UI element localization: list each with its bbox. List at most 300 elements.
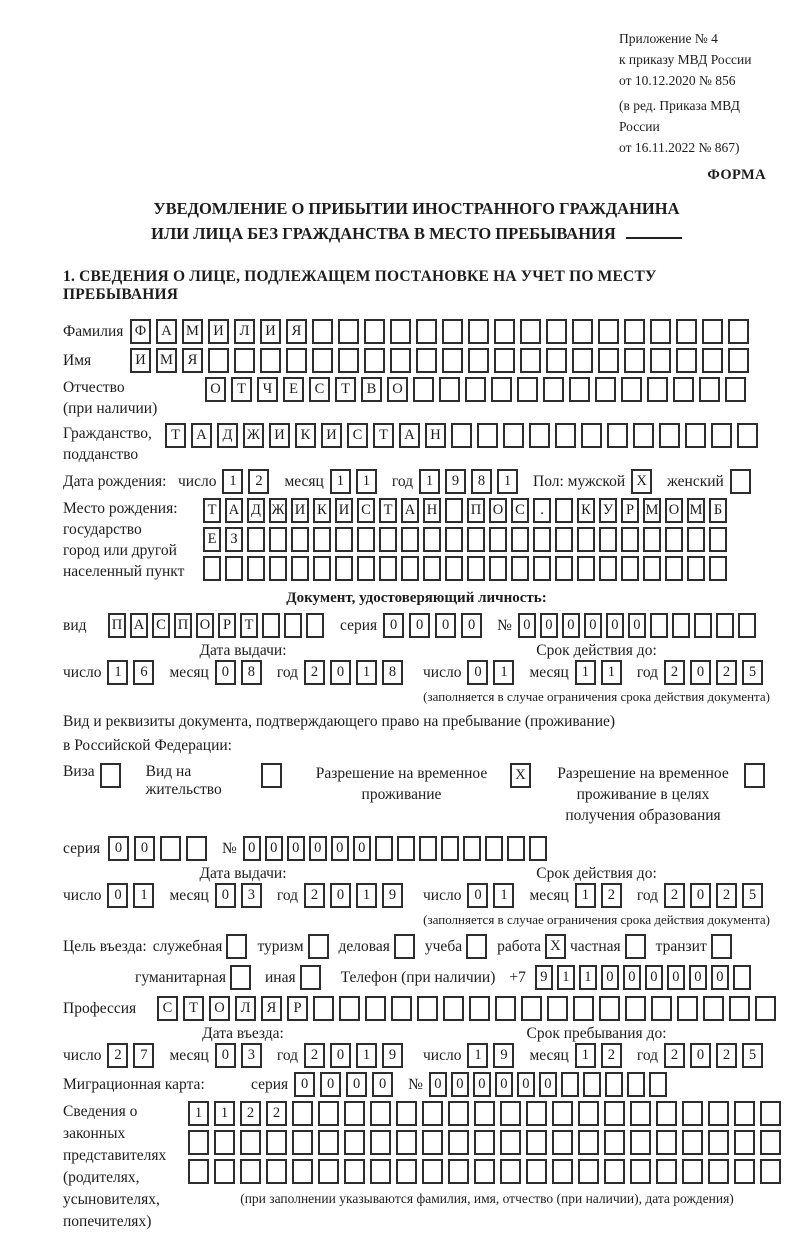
form-cell [312,319,333,344]
form-cell [685,423,706,448]
form-cell: 1 [493,660,514,685]
sex-male-checkbox: X [631,469,652,494]
birth-month-cells [330,469,382,494]
form-cell: 2 [716,660,737,685]
form-cell [357,556,375,581]
birth-year-cells [419,469,523,494]
form-cell: 1 [575,883,596,908]
doc-issue-date-label: Дата выдачи: [199,642,287,659]
form-cell [445,556,463,581]
sex-female-checkbox [730,469,751,494]
purpose-humanitarian-checkbox [230,965,251,990]
residence-permit-option [146,763,287,799]
form-cell [738,613,756,638]
form-cell [625,996,646,1021]
form-cell: Ж [243,423,264,448]
form-cell: 0 [309,836,327,861]
form-cell [711,423,732,448]
form-cell: 2 [240,1101,261,1126]
birth-date-row [63,469,770,494]
form-cell [595,377,616,402]
header-line: (в ред. Приказа МВД России [619,98,740,134]
form-cell [442,348,463,373]
day-label: число [423,1046,462,1064]
form-cell: О [665,498,683,523]
form-cell [702,348,723,373]
form-cell [665,556,683,581]
purpose-private-label: частная [570,937,621,955]
form-cell [533,527,551,552]
form-cell [494,348,515,373]
form-cell: А [225,498,243,523]
form-cell: Б [709,498,727,523]
birth-place-cells-3 [203,556,731,581]
form-cell: Т [240,613,258,638]
form-cell [630,1130,651,1155]
day-label: число [423,663,462,681]
purpose-tourism-checkbox [308,934,329,959]
form-cell [533,556,551,581]
form-cell: 0 [215,1043,236,1068]
form-cell [546,319,567,344]
form-cell: О [205,377,226,402]
form-cell: А [399,423,420,448]
form-cell [728,348,749,373]
permit-series-label: серия [63,839,101,857]
form-cell [338,319,359,344]
form-cell: Р [287,996,308,1021]
form-cell: 1 [356,660,377,685]
form-cell: П [174,613,192,638]
form-cell: 0 [383,613,404,638]
form-cell [485,836,503,861]
form-cell: 9 [445,469,466,494]
form-cell: А [156,319,177,344]
birth-day-cells [222,469,274,494]
form-cell [682,1101,703,1126]
birth-place-cells-1 [203,498,731,523]
form-cell [598,319,619,344]
form-cell [659,423,680,448]
form-cell: О [489,498,507,523]
form-cell [262,613,280,638]
form-cell [448,1159,469,1184]
form-cell: М [156,348,177,373]
purpose-official-checkbox [226,934,247,959]
doc-number-label: № [497,616,512,634]
form-cell [624,319,645,344]
migcard-number-label: № [408,1075,423,1093]
form-cell: К [577,498,595,523]
form-cell: К [295,423,316,448]
form-cell: 0 [628,613,646,638]
form-cell: 1 [601,660,622,685]
form-cell: 1 [356,469,377,494]
form-cell: 0 [690,660,711,685]
form-cell [561,1072,579,1097]
form-cell [520,348,541,373]
form-cell: 1 [493,883,514,908]
form-cell: С [511,498,529,523]
migration-card-label: Миграционная карта: [63,1075,205,1093]
form-cell [292,1101,313,1126]
form-cell [511,556,529,581]
form-cell [416,319,437,344]
month-label: месяц [284,472,324,490]
permit-valid-day-cells [467,883,519,908]
form-cell [733,965,751,990]
form-cell: 0 [107,883,128,908]
form-cell [370,1130,391,1155]
form-cell [703,996,724,1021]
form-cell: О [196,613,214,638]
form-cell: Л [235,996,256,1021]
form-cell: 9 [382,883,403,908]
temp-permit-edu-option [548,763,770,826]
doc-issue-day-cells [107,660,159,685]
representatives-cells-2 [188,1130,786,1155]
form-cell [186,836,207,861]
form-cell [555,556,573,581]
form-cell: Т [335,377,356,402]
form-cell: Ф [130,319,151,344]
form-cell [578,1159,599,1184]
form-cell [734,1101,755,1126]
form-cell: 9 [382,1043,403,1068]
year-label: год [636,886,659,904]
form-cell [379,556,397,581]
form-cell [491,377,512,402]
profession-row [63,996,770,1021]
form-cell: Д [217,423,238,448]
form-cell: Е [283,377,304,402]
form-cell: 0 [429,1072,447,1097]
form-cell: 0 [108,836,129,861]
form-cell [247,556,265,581]
surname-cells [130,319,754,344]
form-cell: 0 [606,613,624,638]
form-cell: 0 [330,1043,351,1068]
form-cell [526,1159,547,1184]
form-cell [465,377,486,402]
form-cell [734,1159,755,1184]
form-cell: 0 [689,965,707,990]
form-cell [344,1130,365,1155]
form-cell: 1 [214,1101,235,1126]
form-cell [448,1130,469,1155]
form-cell [583,1072,601,1097]
form-cell [344,1159,365,1184]
form-cell [318,1159,339,1184]
form-cell: 0 [690,883,711,908]
stay-month-cells [575,1043,627,1068]
form-cell: Н [425,423,446,448]
form-cell [555,423,576,448]
residence-doc-options [63,763,770,826]
patronymic-note: (при наличии) [63,400,158,417]
form-cell [422,1159,443,1184]
form-cell: 1 [107,660,128,685]
permit-valid-until-label: Срок действия до: [536,865,657,882]
form-cell: 1 [557,965,575,990]
form-cell: 0 [353,836,371,861]
doc-series-cells [383,613,487,638]
form-cell [599,996,620,1021]
form-cell: 1 [356,1043,377,1068]
form-cell: 0 [645,965,663,990]
title-underline [626,237,682,239]
form-cell [396,1101,417,1126]
form-cell [694,613,712,638]
form-cell: А [130,613,148,638]
form-cell: 0 [287,836,305,861]
citizenship-cells [165,423,763,448]
form-cell: 2 [601,883,622,908]
form-cell: А [191,423,212,448]
form-cell [604,1159,625,1184]
header-line: от 16.11.2022 № 867) [619,140,740,155]
form-cell: К [313,498,331,523]
form-cell [555,498,573,523]
purpose-other-label: иная [264,968,296,986]
form-cell: С [347,423,368,448]
doc-issue-month-cells [215,660,267,685]
form-cell [500,1101,521,1126]
form-cell: Н [423,498,441,523]
form-cell [445,527,463,552]
month-label: месяц [169,1046,209,1064]
form-cell: 0 [331,836,349,861]
form-cell [621,377,642,402]
form-cell: 0 [215,883,236,908]
form-cell: 1 [222,469,243,494]
doc-series-label: серия [340,616,378,634]
permit-number-cells [243,836,551,861]
doc-valid-day-cells [467,660,519,685]
form-cell [203,556,221,581]
phone-label: Телефон (при наличии) [340,968,496,986]
form-cell [599,556,617,581]
form-cell: 2 [248,469,269,494]
month-label: месяц [169,663,209,681]
permit-dates-row [63,883,770,908]
form-cell [503,423,524,448]
form-cell [313,556,331,581]
stay-year-cells [664,1043,768,1068]
form-cell: Т [373,423,394,448]
patronymic-row [63,377,770,419]
form-cell [260,348,281,373]
form-cell [650,319,671,344]
form-cell [390,348,411,373]
form-cell [214,1159,235,1184]
temp-permit-edu-label: Разрешение на временное проживание в целях получения образования [557,765,729,824]
permit-issue-date-label: Дата выдачи: [199,865,287,882]
patronymic-cells [205,377,751,402]
form-cell [598,348,619,373]
visa-checkbox [100,763,121,788]
form-cell: 0 [451,1072,469,1097]
form-cell [643,527,661,552]
form-cell [451,423,472,448]
purpose-transit-label: транзит [655,937,707,955]
form-cell [422,1130,443,1155]
form-cell: 1 [330,469,351,494]
month-label: месяц [169,886,209,904]
form-cell: 8 [471,469,492,494]
form-cell [708,1101,729,1126]
form-cell: М [643,498,661,523]
purpose-study-checkbox [466,934,487,959]
form-cell [335,527,353,552]
form-cell: 1 [575,1043,596,1068]
form-cell: 2 [664,1043,685,1068]
form-cell [240,1159,261,1184]
form-cell [318,1101,339,1126]
form-cell [423,527,441,552]
temp-permit-label: Разрешение на временное проживание [315,765,488,803]
form-cell [643,556,661,581]
form-title-line1: УВЕДОМЛЕНИЕ О ПРИБЫТИИ ИНОСТРАННОГО ГРАЖДАНИНА [153,199,680,218]
form-cell [725,377,746,402]
form-cell [423,556,441,581]
form-cell: 0 [134,836,155,861]
form-cell [627,1072,645,1097]
day-label: число [423,886,462,904]
form-cell: 0 [330,883,351,908]
representatives-block [63,1101,770,1233]
form-cell: 0 [409,613,430,638]
permit-valid-note: (заполняется в случае ограничения срока действия документа) [423,912,770,927]
purpose-work-label: работа [497,937,541,955]
surname-label: Фамилия [63,322,124,340]
form-cell [673,377,694,402]
form-cell [581,423,602,448]
form-cell [677,996,698,1021]
form-cell [687,527,705,552]
form-cell [507,836,525,861]
form-cell: 0 [215,660,236,685]
form-cell [577,527,595,552]
form-cell: 2 [304,660,325,685]
representatives-label: Сведения о законных представителях (родителях, усыновителях, попечителях) [63,1103,167,1230]
form-cell [467,556,485,581]
form-cell: 0 [667,965,685,990]
form-cell [511,527,529,552]
form-cell [312,348,333,373]
form-cell [500,1130,521,1155]
purpose-humanitarian-label: гуманитарная [135,968,226,986]
birth-place-label-city: город или другой [63,542,177,559]
temp-permit-edu-checkbox [744,763,765,788]
form-cell: 0 [435,613,456,638]
form-cell [607,423,628,448]
form-cell: 2 [266,1101,287,1126]
form-cell [291,527,309,552]
form-cell [656,1130,677,1155]
form-cell [500,1159,521,1184]
form-cell: 0 [601,965,619,990]
form-cell [291,556,309,581]
permit-issue-month-cells [215,883,267,908]
form-cell [441,836,459,861]
form-cell [555,527,573,552]
doc-number-cells [518,613,760,638]
form-cell [526,1130,547,1155]
permit-series-cells [108,836,212,861]
form-cell [665,527,683,552]
form-cell [656,1101,677,1126]
form-cell [728,319,749,344]
form-cell: И [321,423,342,448]
form-cell: И [208,319,229,344]
form-cell: С [357,498,375,523]
form-cell [494,319,515,344]
visa-label: Виза [63,763,95,780]
form-cell: 0 [467,883,488,908]
form-cell [445,498,463,523]
purpose-business-checkbox [394,934,415,959]
entry-dates-head [63,1025,770,1043]
doc-dates-head [63,642,770,660]
form-cell: 0 [540,613,558,638]
year-label: год [636,663,659,681]
form-cell: 5 [742,1043,763,1068]
form-cell [313,996,334,1021]
form-cell: И [269,423,290,448]
permit-number-label: № [222,839,237,857]
form-cell: 0 [711,965,729,990]
form-cell [214,1130,235,1155]
form-cell: Ж [269,498,287,523]
form-cell: 9 [493,1043,514,1068]
form-cell: 1 [579,965,597,990]
form-cell [676,319,697,344]
document-header [619,28,770,158]
form-cell: Т [379,498,397,523]
birth-place-block [63,498,770,585]
birth-place-cells-2 [203,527,731,552]
form-cell [266,1159,287,1184]
entry-purpose-row-2 [135,965,770,990]
purpose-work-checkbox: X [545,934,566,959]
form-cell: 9 [535,965,553,990]
temp-permit-option [299,763,536,805]
form-cell [375,836,393,861]
form-cell [577,556,595,581]
form-cell: 0 [495,1072,513,1097]
doc-dates-row [63,660,770,685]
given-name-cells [130,348,754,373]
form-cell [443,996,464,1021]
stay-day-cells [467,1043,519,1068]
form-cell [621,556,639,581]
residence-doc-text-1: Вид и реквизиты документа, подтверждающего право на пребывание (проживание) [63,713,616,730]
permit-dates-head [63,865,770,883]
form-cell [624,348,645,373]
purpose-tourism-label: туризм [257,937,304,955]
purpose-business-label: деловая [338,937,390,955]
residence-permit-checkbox [261,763,282,788]
doc-valid-note: (заполняется в случае ограничения срока действия документа) [423,689,770,704]
form-title-line2: ИЛИ ЛИЦА БЕЗ ГРАЖДАНСТВА В МЕСТО ПРЕБЫВАНИЯ [151,224,616,243]
form-cell [370,1159,391,1184]
doc-valid-until-label: Срок действия до: [536,642,657,659]
form-cell [716,613,734,638]
form-cell [672,613,690,638]
day-label: число [63,663,102,681]
form-cell: 1 [575,660,596,685]
